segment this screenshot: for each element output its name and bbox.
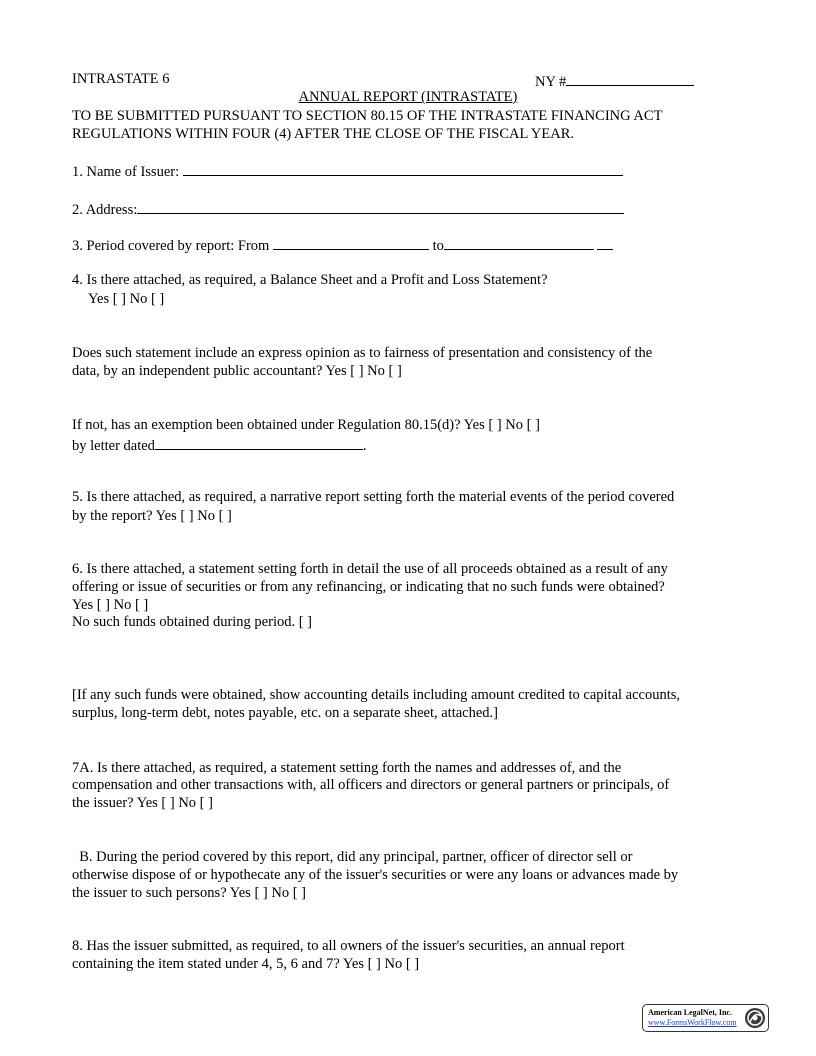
q4-options[interactable]: Yes [ ] No [ ] [88,291,165,307]
q6-line-1: 6. Is there attached, a statement setting forth in detail the use of all proceeds obtained as a result of any [72,561,668,577]
q4-opinion-line-1: Does such statement include an express opinion as to fairness of presentation and consistency of the [72,345,653,361]
form-number: INTRASTATE 6 [72,71,170,87]
ny-number-label: NY # [535,74,567,90]
publisher-logo [642,1004,769,1032]
letter-date-line[interactable] [155,435,363,450]
period-to-line[interactable] [444,235,594,250]
address-line[interactable] [137,199,624,214]
q4-exemption-text[interactable]: If not, has an exemption been obtained under Regulation 80.15(d)? Yes [ ] No [ ] [72,417,540,433]
period-extra-line [597,235,613,250]
q7a-line-1: 7A. Is there attached, as required, a statement setting forth the names and addresses of, and the [72,760,622,776]
letter-date-label: by letter dated [72,438,155,454]
issuer-name-line[interactable] [183,161,623,176]
address-label: 2. Address: [72,202,138,218]
q6-note-line-1: [If any such funds were obtained, show accounting details including amount credited to capital accounts, [72,687,681,703]
issuer-name-label: 1. Name of Issuer: [72,164,180,180]
period-from-line[interactable] [273,235,429,250]
page-title: ANNUAL REPORT (INTRASTATE) [298,89,518,105]
ny-number-line[interactable] [566,71,694,86]
q4-text: 4. Is there attached, as required, a Balance Sheet and a Profit and Loss Statement? [72,272,548,288]
period-label: 3. Period covered by report: From [72,238,270,254]
publisher-name: American LegalNet, Inc. [648,1008,732,1017]
letter-date-period: . [362,438,367,454]
q7a-line-3[interactable]: the issuer? Yes [ ] No [ ] [72,795,213,811]
ny-number-field[interactable] [535,71,694,91]
q7a-line-2: compensation and other transactions with, all officers and directors or general partners or principals, of [72,777,670,793]
q7b-line-1: B. During the period covered by this report, did any principal, partner, officer of director sell or [72,849,633,865]
q8-line-1: 8. Has the issuer submitted, as required, to all owners of the issuer's securities, an annual report [72,938,625,954]
instruction-line-1: TO BE SUBMITTED PURSUANT TO SECTION 80.15 OF THE INTRASTATE FINANCING ACT [72,108,663,124]
globe-icon [744,1007,766,1029]
q7b-line-2: otherwise dispose of or hypothecate any of the issuer's securities or were any loans or advances made by [72,867,679,883]
instruction-line-2: REGULATIONS WITHIN FOUR (4) AFTER THE CLOSE OF THE FISCAL YEAR. [72,126,575,142]
period-field[interactable] [72,235,613,255]
q5-line-2[interactable]: by the report? Yes [ ] No [ ] [72,508,232,524]
address-field[interactable] [72,199,624,219]
q8-line-2[interactable]: containing the item stated under 4, 5, 6 and 7? Yes [ ] No [ ] [72,956,420,972]
q6-line-2: offering or issue of securities or from any refinancing, or indicating that no such funds were obtained? [72,579,665,595]
issuer-name-field[interactable] [72,161,623,181]
q6-options[interactable]: Yes [ ] No [ ] [72,597,149,613]
q4-opinion-line-2[interactable]: data, by an independent public accountant? Yes [ ] No [ ] [72,363,402,379]
q6-no-funds[interactable]: No such funds obtained during period. [ ] [72,614,313,630]
q5-line-1: 5. Is there attached, as required, a narrative report setting forth the material events of the period covered [72,489,675,505]
q6-note-line-2: surplus, long-term debt, notes payable, etc. on a separate sheet, attached.] [72,705,498,721]
publisher-website[interactable]: www.FormsWorkFlow.com [648,1018,737,1027]
letter-date-field[interactable] [72,435,367,455]
q7b-line-3[interactable]: the issuer to such persons? Yes [ ] No [ ] [72,885,306,901]
period-to-label: to [432,238,444,254]
